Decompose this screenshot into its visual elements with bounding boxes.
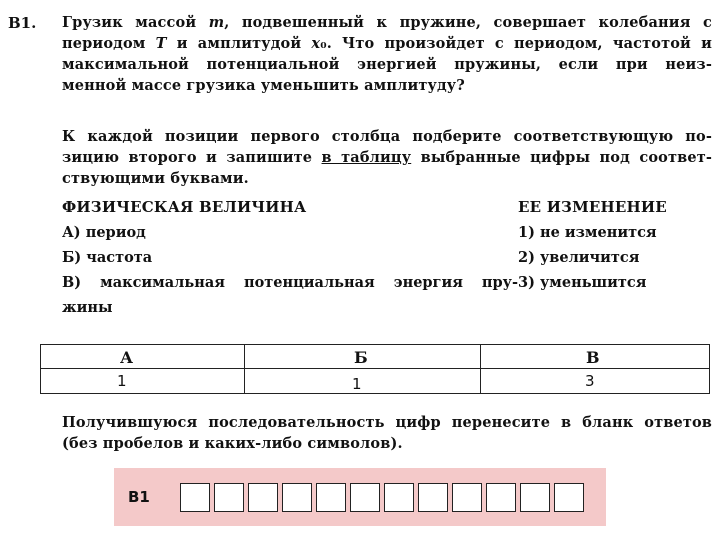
answer-cell[interactable] (418, 483, 448, 512)
transfer-line: (без пробелов и каких-либо символов). (62, 435, 403, 452)
table-value: 3 (585, 372, 595, 390)
question-text (62, 12, 712, 96)
right-column-header: ЕЕ ИЗМЕНЕНИЕ (518, 198, 667, 216)
answer-table (40, 344, 710, 396)
left-item: А) период (62, 224, 146, 241)
left-item: жины (62, 299, 113, 316)
instruction-text (62, 126, 712, 189)
answer-cell[interactable] (520, 483, 550, 512)
answer-cell[interactable] (384, 483, 414, 512)
question-line: Грузик массой m, подвешенный к пружине, совершает колебания с (62, 14, 712, 31)
table-letter: А (120, 348, 134, 367)
instruction-fragment: зицию второго и запишите (62, 149, 322, 166)
left-item: Б) частота (62, 249, 153, 266)
answer-cell[interactable] (248, 483, 278, 512)
right-item: 3) уменьшится (518, 274, 647, 291)
table-divider (40, 368, 710, 369)
left-item: В) максимальная потенциальная энергия пру- (62, 274, 518, 291)
instruction-line (62, 147, 712, 168)
question-line: менной массе грузика уменьшить амплитуду? (62, 77, 465, 94)
answer-cell[interactable] (316, 483, 346, 512)
answer-cell[interactable] (452, 483, 482, 512)
table-letter: Б (354, 348, 368, 367)
answer-cell[interactable] (180, 483, 210, 512)
transfer-text (62, 412, 712, 454)
table-cell-a (40, 344, 245, 394)
left-column-header: ФИЗИЧЕСКАЯ ВЕЛИЧИНА (62, 198, 307, 216)
instruction-fragment: выбранные цифры под соответ- (411, 149, 712, 166)
answer-form (114, 468, 606, 526)
answer-cell[interactable] (350, 483, 380, 512)
question-line: периодом T и амплитудой x₀. Что произойдет с периодом, частотой и (62, 35, 712, 52)
answer-cell[interactable] (282, 483, 312, 512)
table-value: 1 (117, 372, 127, 390)
question-line: максимальной потенциальной энергией пружины, если при неиз- (62, 56, 712, 73)
table-value: 1 (352, 375, 362, 393)
question-number: В1. (8, 14, 37, 32)
instruction-line: К каждой позиции первого столбца подберите соответствующую по- (62, 128, 712, 145)
answer-cell[interactable] (554, 483, 584, 512)
instruction-line: ствующими буквами. (62, 170, 249, 187)
answer-form-label: В1 (128, 488, 150, 506)
table-letter: В (586, 348, 600, 367)
answer-cell[interactable] (214, 483, 244, 512)
transfer-line: Получившуюся последовательность цифр перенесите в бланк ответов (62, 414, 712, 431)
answer-cell[interactable] (486, 483, 516, 512)
instruction-underlined: в таблицу (321, 149, 412, 166)
right-item: 2) увеличится (518, 249, 640, 266)
answer-cells (180, 483, 588, 512)
right-item: 1) не изменится (518, 224, 657, 241)
